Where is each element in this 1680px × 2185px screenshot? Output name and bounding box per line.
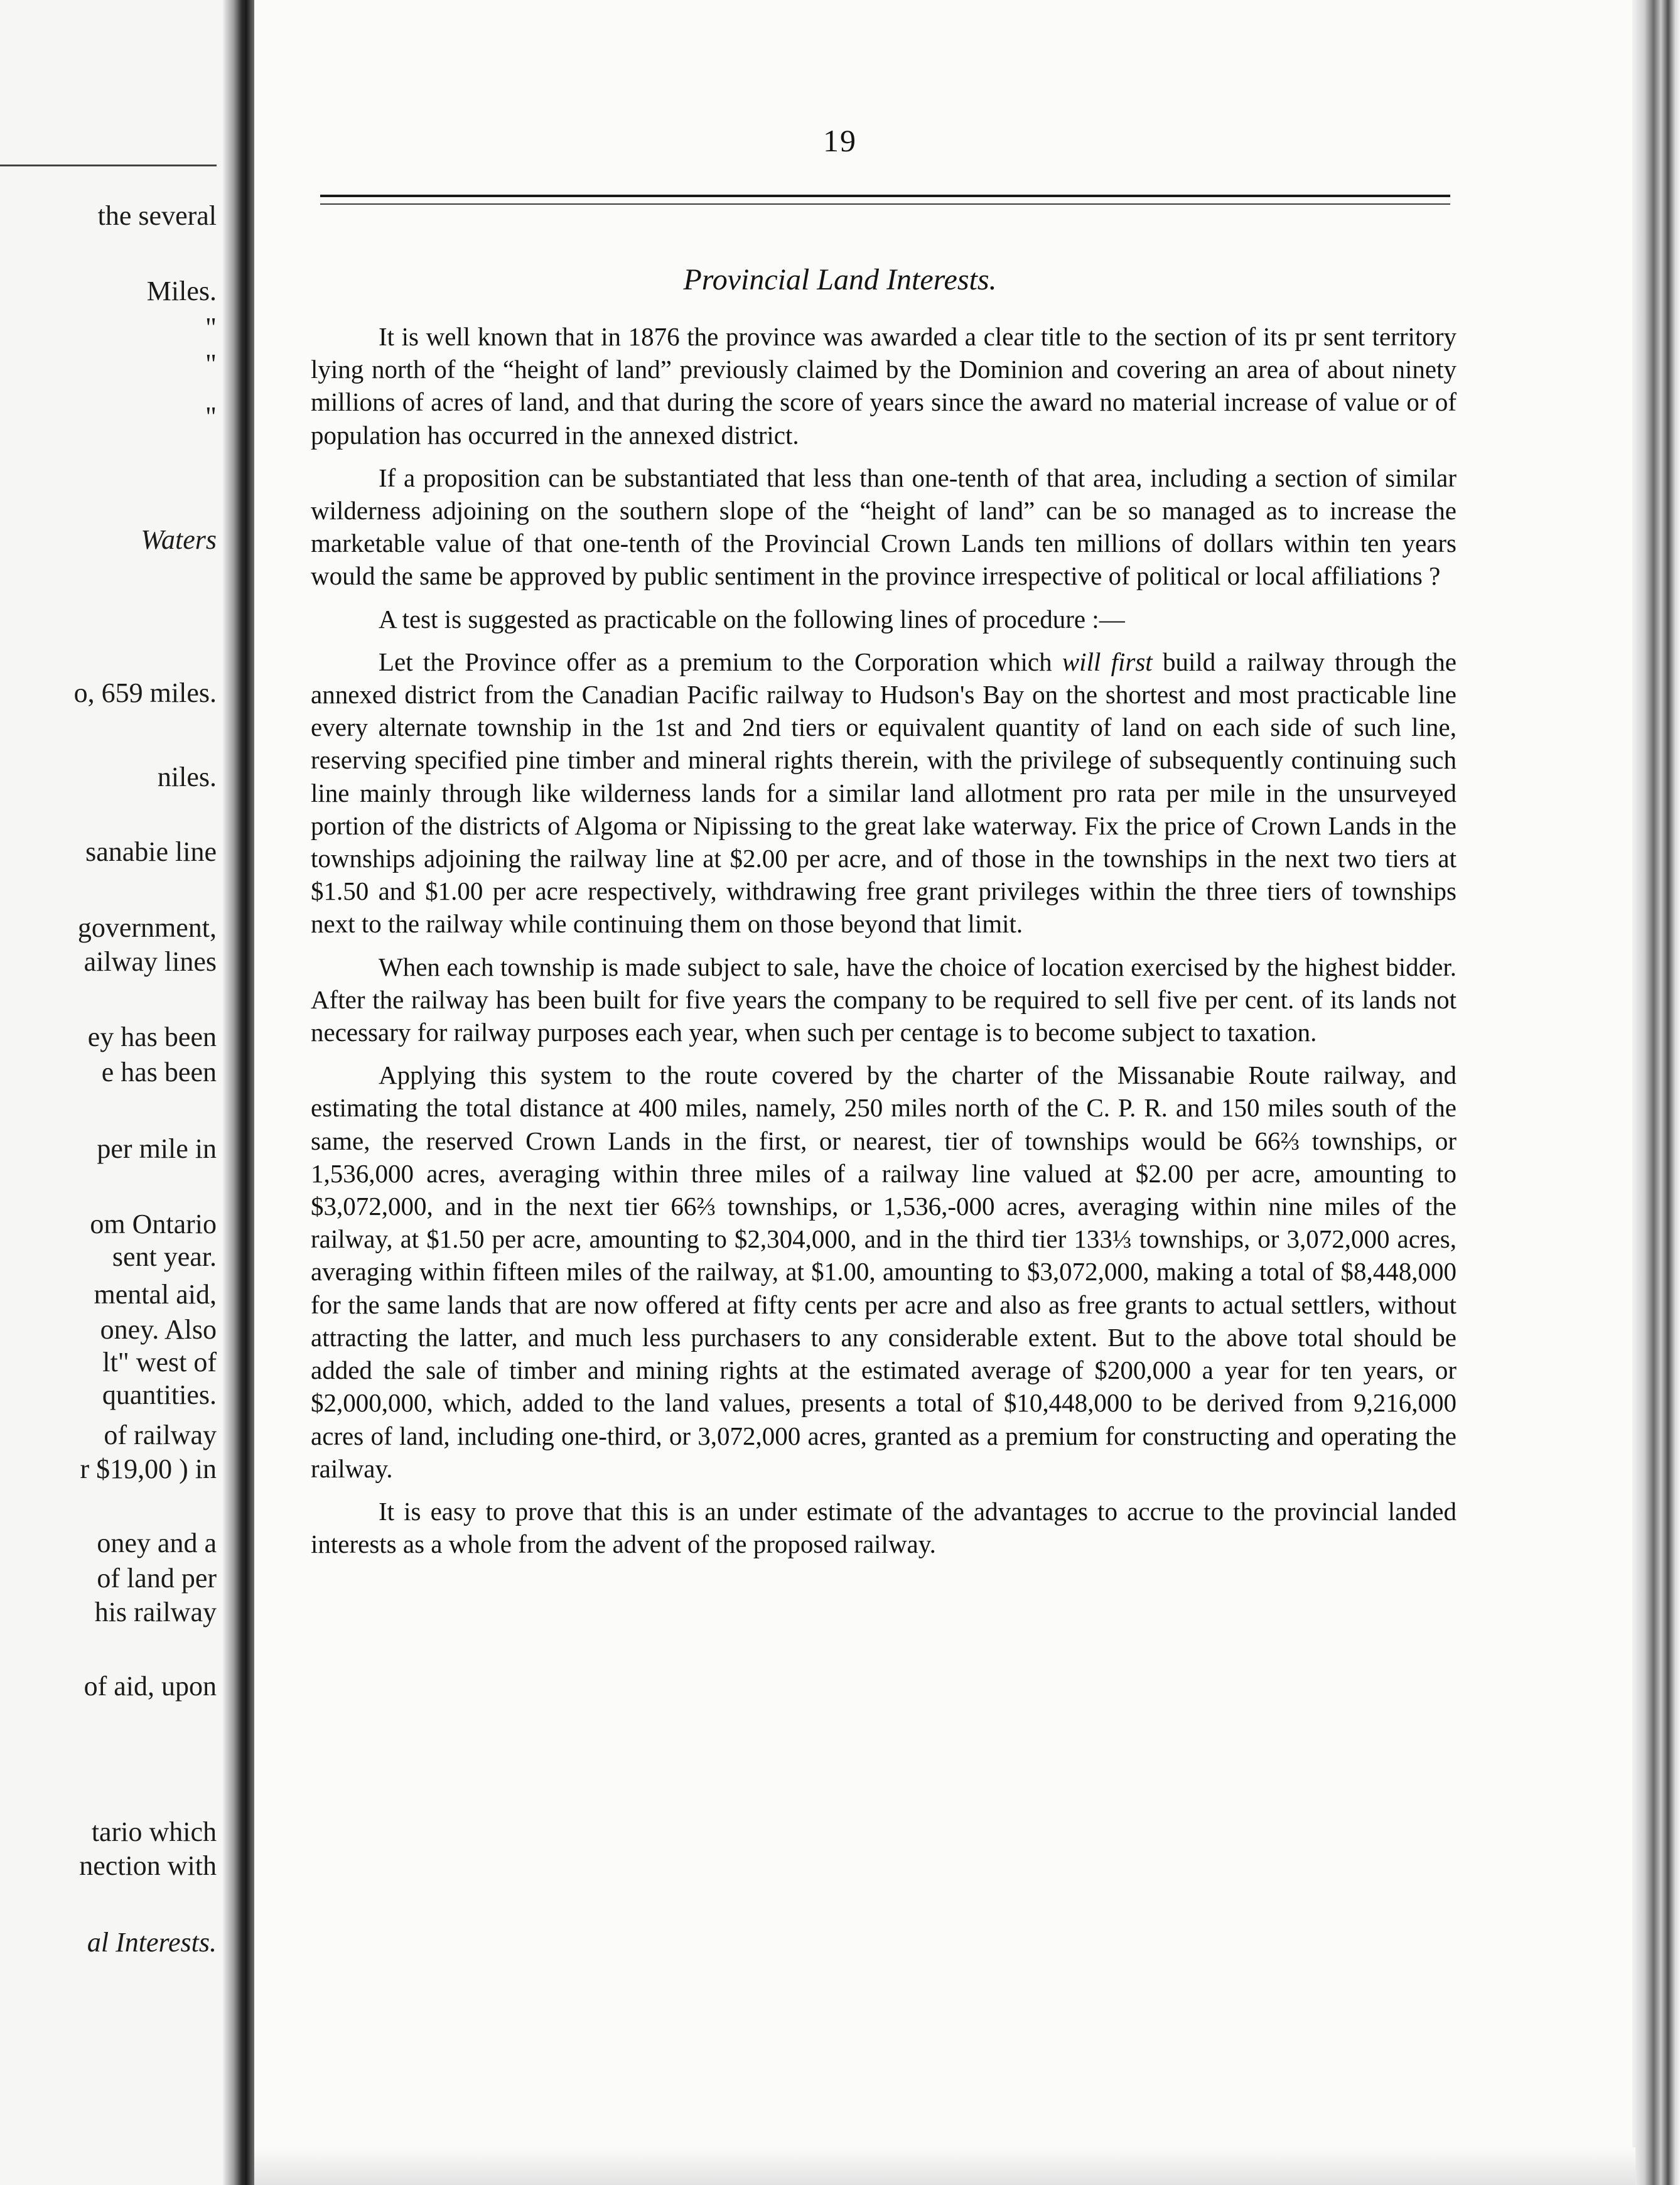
- facing-page-line: sent year.: [112, 1241, 217, 1272]
- facing-page-line: government,: [77, 912, 217, 943]
- header-rule-thin: [320, 203, 1450, 205]
- facing-page-line: sanabie line: [85, 836, 217, 867]
- facing-page-line: oney. Also: [100, 1314, 217, 1345]
- bottom-shade: [254, 2147, 1635, 2185]
- facing-page-line: ailway lines: [83, 946, 217, 977]
- facing-page-line: r $19,00 ) in: [80, 1454, 217, 1484]
- emphasis-text: will first: [1062, 647, 1153, 676]
- facing-page-line: om Ontario: [90, 1209, 217, 1239]
- paragraph: If a proposition can be substantiated that less than one-tenth of that area, including a section of similar wilderness adjoining on the southern slope of the “height of land” can be so managed as to increase the marketable value of that one-tenth of the Provincial Crown Lands ten millions of dollars within ten years would the same be approved by public sentiment in the province irrespective of political or local affiliations ?: [311, 463, 1457, 591]
- facing-page-line: e has been: [101, 1057, 217, 1087]
- facing-page-line: Waters: [141, 524, 217, 555]
- facing-page-rule: [0, 165, 217, 166]
- paragraph: [311, 645, 1457, 941]
- paragraph: Applying this system to the route covered by the charter of the Missanabie Route railway, and estimating the total distance at 400 miles, namely, 250 miles north of the C. P. R. and 150 miles south of the same, the reserved Crown Lands in the first, or nearest, tier of townships would be 66⅔ townships, or 1,536,000 acres, averaging within three miles of a railway line valued at $2.00 per acre, amounting to $3,072,000, and in the next tier 66⅔ townships, or 1,536,-000 acres, averaging within nine miles of the railway, at $1.50 per acre, amounting to $2,304,000, and in the third tier 133⅓ townships, or 3,072,000 acres, averaging within fifteen miles of the railway, at $1.00, amounting to $3,072,000, making a total of $8,448,000 for the same lands that are now offered at fifty cents per acre and also as free grants to actual settlers, without attracting the latter, and much less purchasers to any considerable extent. But to the above total should be added the sale of timber and mining rights at the estimated average of $200,000 a year for ten years, or $2,000,000, which, added to the land values, presents a total of $10,448,000 to be derived from 9,216,000 acres of land, including one-third, or 3,072,000 acres, granted as a premium for constructing and operating the railway.: [311, 1060, 1457, 1483]
- section-title: Provincial Land Interests.: [683, 263, 997, 296]
- paragraph-text: Let the Province offer as a premium to the Corporation which: [379, 647, 1062, 676]
- facing-page-line: per mile in: [97, 1133, 217, 1164]
- paragraph: It is well known that in 1876 the province was awarded a clear title to the section of its pr sent territory lying north of the “height of land” previously claimed by the Dominion and covering an area of about ninety millions of acres of land, and that during the score of years since the award no material increase of value or of population has occurred in the annexed district.: [311, 322, 1457, 450]
- paragraph: A test is suggested as practicable on the following lines of procedure :—: [379, 604, 1125, 634]
- page-edge-shadow: [1632, 0, 1680, 2185]
- facing-page-line: quantities.: [102, 1379, 217, 1410]
- facing-page-line: ": [205, 348, 217, 379]
- paragraph: It is easy to prove that this is an under estimate of the advantages to accrue to the provincial landed interests as a whole from the advent of the proposed railway.: [311, 1496, 1457, 1559]
- facing-page-line: of land per: [97, 1563, 217, 1594]
- page-number: 19: [823, 123, 857, 158]
- facing-page-line: Miles.: [146, 276, 217, 306]
- facing-page-line: al Interests.: [87, 1927, 217, 1958]
- paragraph-text: build a railway through the annexed district from the Canadian Pacific railway to Hudson's Bay on the shortest and most practicable line every alternate township in the 1st and 2nd tiers or equivalent quantity of land on each side of such line, reserving specified pine timber and mineral rights therein, with the privilege of subsequently continuing such line mainly through like wilderness lands for a similar land allotment pro rata per mile in the unsurveyed portion of the districts of Algoma or Nipissing to the great lake waterway. Fix the price of Crown Lands in the townships adjoining the railway line at $2.00 per acre, and of those in the townships in the next two tiers at $1.50 and $1.00 per acre respectively, withdrawing free grant privileges within the three tiers of townships next to the railway while continuing them on those beyond that limit.: [311, 647, 1457, 939]
- book-gutter: [223, 0, 254, 2185]
- facing-page-line: the several: [97, 200, 217, 231]
- facing-page-line: nection with: [79, 1850, 217, 1881]
- facing-page-line: ": [205, 401, 217, 432]
- facing-page-line: of railway: [104, 1420, 217, 1450]
- facing-page-line: of aid, upon: [83, 1671, 217, 1702]
- facing-page-line: ": [205, 312, 217, 343]
- facing-page-line: oney and a: [97, 1528, 217, 1558]
- body-text: [311, 320, 1457, 1570]
- header-rule: [320, 195, 1450, 197]
- paragraph: When each township is made subject to sale, have the choice of location exercised by the highest bidder. After the railway has been built for five years the company to be required to sell five per cent. of its lands not necessary for railway purposes each year, when such per centage is to become subject to taxation.: [311, 952, 1457, 1047]
- facing-page-line: lt" west of: [102, 1347, 217, 1378]
- facing-page-line: his railway: [94, 1597, 217, 1627]
- facing-page-line: o, 659 miles.: [73, 677, 217, 708]
- facing-page-line: tario which: [91, 1816, 217, 1847]
- facing-page-line: ey has been: [87, 1022, 217, 1052]
- facing-page-line: niles.: [157, 762, 217, 792]
- facing-page-fragment: [0, 0, 226, 2185]
- facing-page-line: mental aid,: [94, 1279, 217, 1310]
